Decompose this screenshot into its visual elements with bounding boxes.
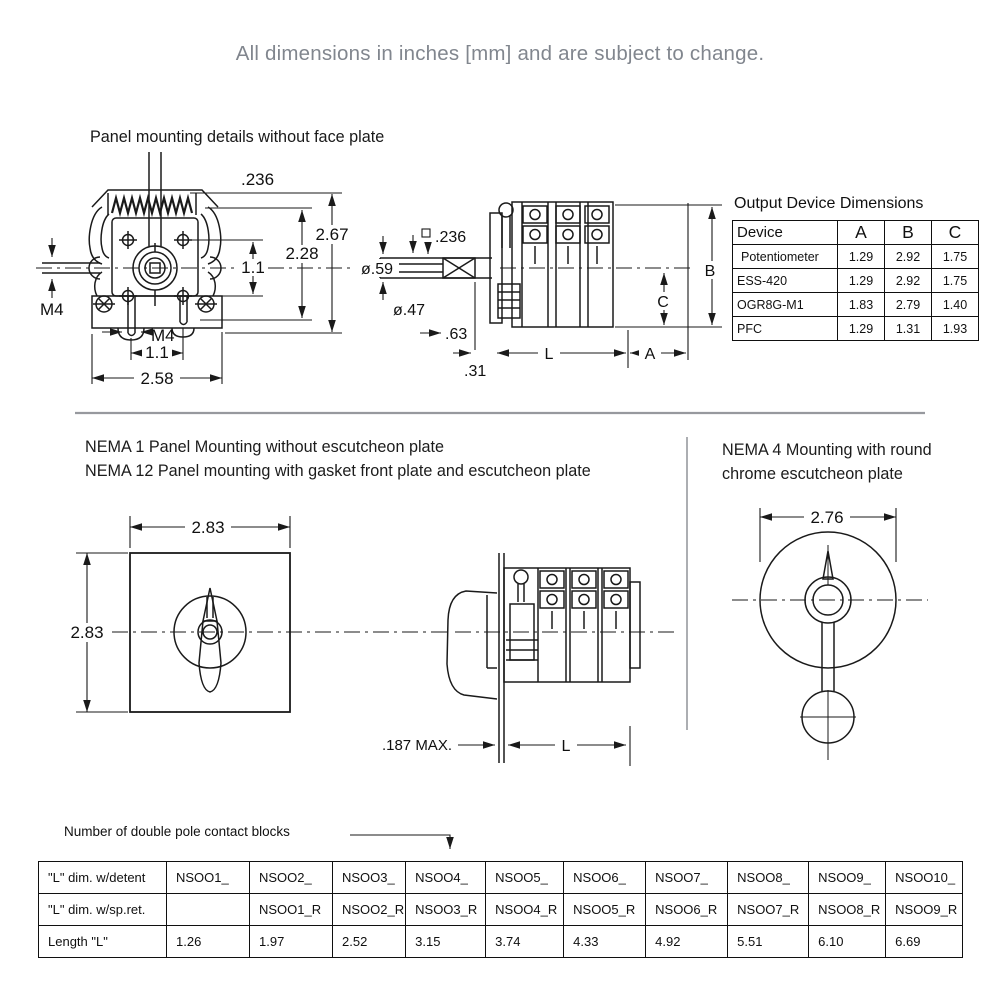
- output-device-dimensions: [732, 195, 979, 341]
- cell-c: 1.93: [932, 317, 979, 341]
- row-header: "L" dim. w/sp.ret.: [39, 894, 167, 926]
- cell-c: 1.40: [932, 293, 979, 317]
- dim-bushing-dia: ø.47: [393, 302, 426, 319]
- nema-square-panel-drawing: [64, 516, 452, 712]
- row-header: Length "L": [39, 926, 167, 958]
- dim-square-shaft-side: .236: [435, 229, 467, 246]
- table-row-detent: [39, 862, 963, 894]
- dim-height-inner: 2.28: [285, 244, 319, 263]
- cell: NSOO9_R: [886, 894, 963, 926]
- cell-device: Potentiometer: [733, 245, 838, 269]
- dim-length-l2: L: [561, 738, 571, 755]
- cell-device: PFC: [733, 317, 838, 341]
- dim-height-outer: 2.67: [315, 225, 349, 244]
- dim-slot-pitch: 1.1: [145, 343, 169, 362]
- cell: NSOO7_R: [728, 894, 809, 926]
- cell-a: 1.29: [838, 245, 885, 269]
- cell-a: 1.83: [838, 293, 885, 317]
- dim-bushing-len: .63: [445, 326, 468, 343]
- dim-panel-max: .187 MAX.: [381, 737, 452, 754]
- table-row: [733, 293, 979, 317]
- nema-4-line1: NEMA 4 Mounting with round: [722, 441, 932, 459]
- table-row-length: [39, 926, 963, 958]
- cell: 4.92: [646, 926, 728, 958]
- cell: 1.26: [167, 926, 250, 958]
- dimensions-disclaimer: All dimensions in inches [mm] and are subject to change.: [235, 42, 765, 65]
- cell: NSOO9_: [809, 862, 886, 894]
- cell: 3.74: [486, 926, 564, 958]
- row-header: "L" dim. w/detent: [39, 862, 167, 894]
- cell: NSOO2_: [250, 862, 333, 894]
- cell: NSOO7_: [646, 862, 728, 894]
- cell-c: 1.75: [932, 245, 979, 269]
- cell: 5.51: [728, 926, 809, 958]
- cell: NSOO8_: [728, 862, 809, 894]
- table-row: [733, 269, 979, 293]
- output-device-table: [732, 220, 979, 341]
- contact-blocks-leader: [350, 835, 450, 849]
- col-a: A: [838, 221, 885, 245]
- nema-1-line: NEMA 1 Panel Mounting without escutcheon plate: [85, 438, 445, 456]
- nema-4-line2: chrome escutcheon plate: [722, 464, 903, 483]
- cell: NSOO2_R: [333, 894, 406, 926]
- cell: NSOO6_: [564, 862, 646, 894]
- cell: 6.69: [886, 926, 963, 958]
- round-escutcheon-drawing: [732, 508, 928, 760]
- table-row: [733, 245, 979, 269]
- dim-b: B: [704, 263, 716, 280]
- cell: 1.97: [250, 926, 333, 958]
- nema-4-caption: [722, 439, 932, 486]
- dim-width: 2.58: [140, 369, 174, 388]
- cell-b: 2.92: [885, 245, 932, 269]
- cell: NSOO5_: [486, 862, 564, 894]
- contact-blocks-section: [38, 861, 963, 958]
- dim-shaft-dia: ø.59: [361, 261, 394, 278]
- cell: NSOO4_: [406, 862, 486, 894]
- cell-device: ESS-420: [733, 269, 838, 293]
- contact-blocks-table: [38, 861, 963, 958]
- dim-thread-side: M4: [40, 300, 64, 319]
- dim-panel-width: 2.83: [191, 518, 225, 537]
- col-device: Device: [733, 221, 838, 245]
- cell-b: 2.79: [885, 293, 932, 317]
- nema-side-view-drawing: [382, 553, 678, 766]
- cell: 4.33: [564, 926, 646, 958]
- dim-length-l: L: [544, 346, 554, 363]
- col-b: B: [885, 221, 932, 245]
- cell-b: 1.31: [885, 317, 932, 341]
- cell: NSOO6_R: [646, 894, 728, 926]
- cell: NSOO8_R: [809, 894, 886, 926]
- cell: 6.10: [809, 926, 886, 958]
- contact-blocks-label: Number of double pole contact blocks: [64, 824, 290, 839]
- nema-1-12-caption: [85, 436, 591, 483]
- cell: NSOO10_: [886, 862, 963, 894]
- nema-12-line: NEMA 12 Panel mounting with gasket front plate and escutcheon plate: [85, 461, 591, 480]
- cell: NSOO3_: [333, 862, 406, 894]
- cell: NSOO5_R: [564, 894, 646, 926]
- table-header-row: [733, 221, 979, 245]
- front-view-drawing: [36, 152, 353, 388]
- cell: 3.15: [406, 926, 486, 958]
- table-row: [733, 317, 979, 341]
- cell-a: 1.29: [838, 317, 885, 341]
- cell-b: 2.92: [885, 269, 932, 293]
- cell: [167, 894, 250, 926]
- dim-thread-bottom: M4: [151, 326, 175, 345]
- col-c: C: [932, 221, 979, 245]
- cell: NSOO1_: [167, 862, 250, 894]
- dim-vertical-pitch: 1.1: [241, 258, 265, 277]
- dim-panel-height: 2.83: [70, 623, 104, 642]
- side-view-drawing: [359, 202, 722, 380]
- cell-c: 1.75: [932, 269, 979, 293]
- cell: NSOO4_R: [486, 894, 564, 926]
- cell: NSOO1_R: [250, 894, 333, 926]
- cell: NSOO3_R: [406, 894, 486, 926]
- cell-device: OGR8G-M1: [733, 293, 838, 317]
- panel-mounting-title: Panel mounting details without face plate: [90, 128, 385, 146]
- table-row-spring-return: [39, 894, 963, 926]
- dim-square-shaft: .236: [241, 170, 275, 189]
- dim-c: C: [657, 294, 669, 311]
- dim-round-diameter: 2.76: [810, 508, 844, 527]
- dim-a: A: [644, 346, 656, 363]
- cell: 2.52: [333, 926, 406, 958]
- output-table-title: Output Device Dimensions: [734, 195, 924, 212]
- dim-panel-gap: .31: [464, 363, 487, 380]
- cell-a: 1.29: [838, 269, 885, 293]
